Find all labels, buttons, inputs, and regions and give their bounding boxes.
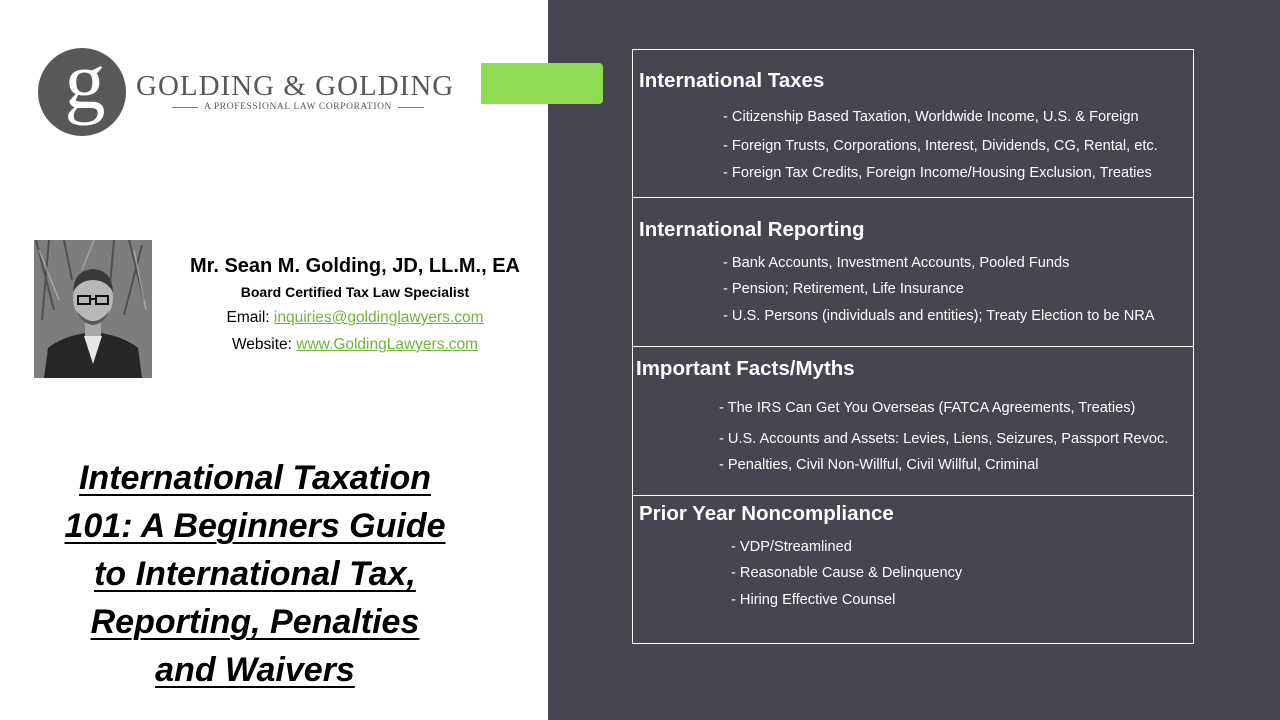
section-item: - U.S. Accounts and Assets: Levies, Liens, Seizures, Passport Revoc. [719, 431, 1169, 447]
contact-title: Board Certified Tax Law Specialist [240, 284, 470, 300]
green-accent-tab [481, 63, 603, 104]
contact-name: Mr. Sean M. Golding, JD, LL.M., EA [189, 255, 521, 277]
title-line: International Taxation [78, 459, 431, 497]
section-item: - VDP/Streamlined [731, 539, 852, 555]
section-item: - Foreign Trusts, Corporations, Interest, Dividends, CG, Rental, etc. [723, 138, 1158, 154]
profile-photo [34, 240, 152, 378]
section-title: International Taxes [639, 69, 825, 92]
title-line: to International Tax, [94, 555, 416, 593]
section-item: - Pension; Retirement, Life Insurance [723, 281, 964, 297]
section-international-reporting [632, 197, 1194, 347]
logo-tagline: A PROFESSIONAL LAW CORPORATION [204, 102, 392, 112]
section-item: - Foreign Tax Credits, Foreign Income/Housing Exclusion, Treaties [723, 165, 1152, 181]
logo-mark-letter: g [64, 48, 106, 126]
tagline-rule-left [172, 107, 198, 108]
section-item: - The IRS Can Get You Overseas (FATCA Agreements, Treaties) [719, 400, 1136, 416]
title-line: and Waivers [155, 651, 355, 689]
section-title: Important Facts/Myths [636, 357, 855, 380]
email-link[interactable]: inquiries@goldinglawyers.com [273, 309, 484, 326]
contact-block [170, 255, 540, 354]
section-important-facts [632, 346, 1194, 496]
section-item: - Penalties, Civil Non-Willful, Civil Willful, Criminal [719, 457, 1039, 473]
logo-tagline-row [172, 102, 424, 112]
section-title: International Reporting [639, 218, 865, 241]
title-line: Reporting, Penalties [90, 603, 420, 641]
email-line [170, 309, 540, 327]
section-international-taxes [632, 49, 1194, 198]
section-item: - U.S. Persons (individuals and entities); Treaty Election to be NRA [723, 308, 1155, 324]
section-item: - Reasonable Cause & Delinquency [731, 565, 963, 581]
section-item: - Bank Accounts, Investment Accounts, Pooled Funds [723, 255, 1070, 271]
email-label: Email: [226, 309, 270, 326]
section-item: - Hiring Effective Counsel [731, 592, 896, 608]
website-label: Website: [231, 336, 292, 353]
logo-firm-name: GOLDING & GOLDING [136, 70, 455, 102]
tagline-rule-right [398, 107, 424, 108]
section-title: Prior Year Noncompliance [639, 502, 894, 525]
website-line [170, 336, 540, 354]
presentation-title [20, 454, 490, 694]
golding-logo-icon [38, 48, 128, 136]
website-link[interactable]: www.GoldingLawyers.com [296, 336, 479, 353]
section-item: - Citizenship Based Taxation, Worldwide Income, U.S. & Foreign [723, 109, 1139, 125]
section-prior-year-noncompliance [632, 495, 1194, 644]
title-line: 101: A Beginners Guide [64, 507, 446, 545]
